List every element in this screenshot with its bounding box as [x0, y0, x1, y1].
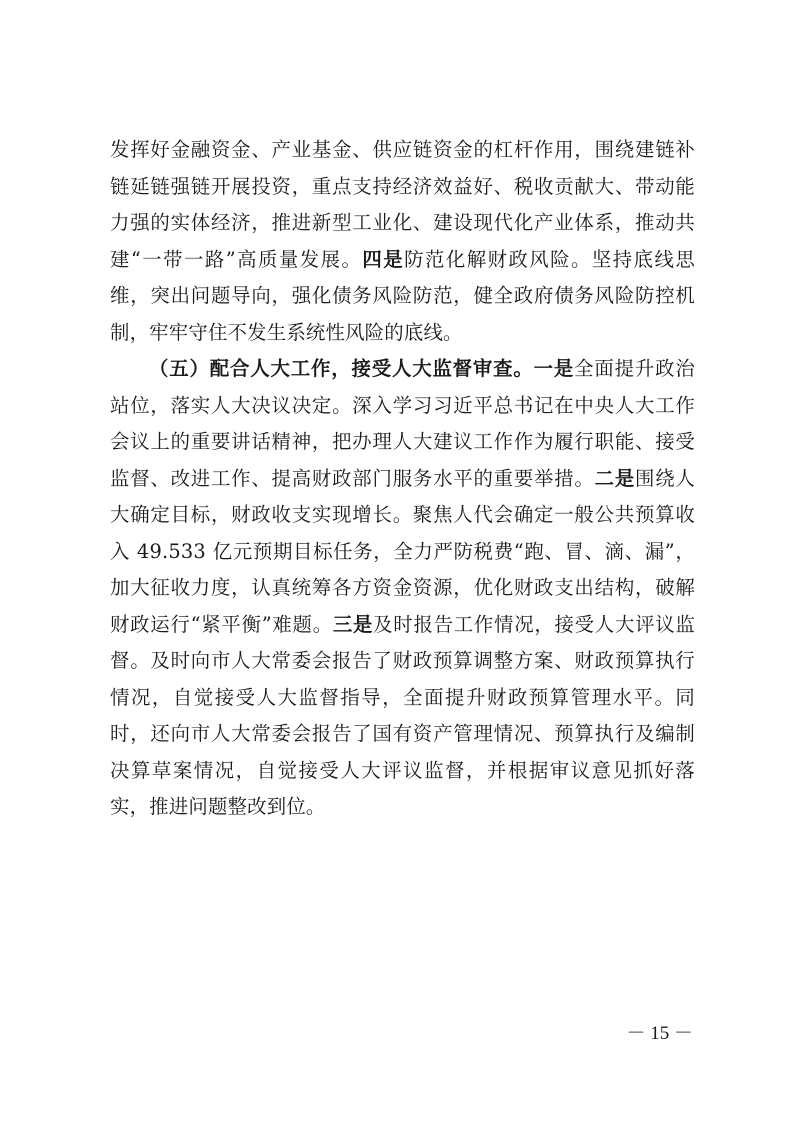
text-run: 防范化解财政风险。坚持底线思维，突出问题导向，强化债务风险防范，健全政府债务风险防控机制，牢牢守住不发生系统性风险的底线。: [110, 247, 695, 344]
document-body: [110, 132, 695, 826]
text-run: 及时报告工作情况，接受人大评议监督。及时向市人大常委会报告了财政预算调整方案、财政预算执行情况，自觉接受人大监督指导，全面提升财政预算管理水平。同时，还向市人大常委会报告了国有资产管理情况、预算执行及编制决算草案情况，自觉接受人大评议监督，并根据审议意见抓好落实，推进问题整改到位。: [110, 612, 695, 818]
page-number: － 15 －: [626, 1023, 693, 1044]
section-heading-5: （五）配合人大工作，接受人大监督审查。: [149, 357, 534, 380]
bold-lead-er-shi: 二是: [594, 466, 636, 490]
bold-lead-san-shi: 三是: [332, 612, 374, 636]
bold-lead-yi-shi: 一是: [533, 357, 575, 380]
text-run: 围绕人大确定目标，财政收支实现增长。聚焦人代会确定一般公共预算收入 49.533 亿元预期目标任务，全力严防税费“跑、冒、滴、漏”，加大征收力度，认真统筹各方资金资源，优化财政支出结构，破解财政运行“紧平衡”难题。: [110, 466, 695, 636]
paragraph-2: [110, 351, 695, 826]
bold-lead-si-shi: 四是: [362, 247, 405, 271]
paragraph-1: [110, 132, 695, 351]
text-run: 发挥好金融资金、产业基金、供应链资金的杠杆作用，围绕建链补链延链强链开展投资，重点支持经济效益好、税收贡献大、带动能力强的实体经济，推进新型工业化、建设现代化产业体系，推动共建“一带一路”高质量发展。: [110, 138, 695, 271]
text-run: 全面提升政治站位，落实人大决议决定。深入学习习近平总书记在中央人大工作会议上的重要讲话精神，把办理人大建议工作作为履行职能、接受监督、改进工作、提高财政部门服务水平的重要举措。: [110, 357, 695, 490]
